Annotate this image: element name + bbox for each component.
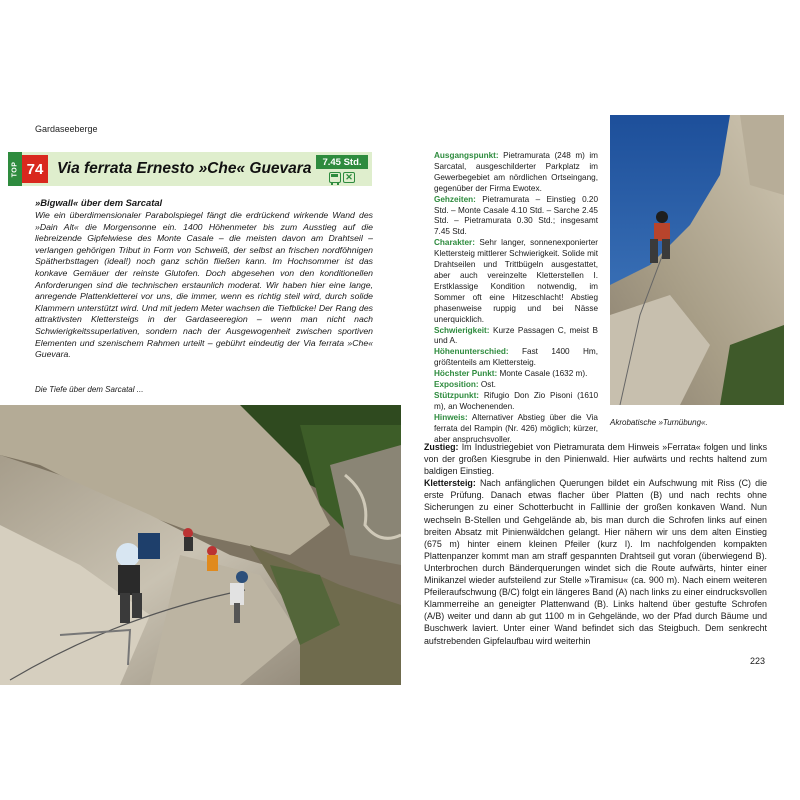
- top-label: TOP: [11, 161, 19, 177]
- bus-icon: [329, 172, 341, 183]
- photo-caption-2: Akrobatische »Turnübung«.: [610, 418, 708, 427]
- route-description: [424, 441, 767, 647]
- fact-row: Gehzeiten: Pietramurata – Einstieg 0.20 Std. – Monte Casale 4.10 Std. – Sarche 2.45 Std. – Pietramurata 0.30 Std.; insgesamt 7.45 Std.: [434, 194, 599, 237]
- fact-row: Hinweis: Alternativer Abstieg über die Via ferrata del Rampin (Nr. 426) möglich; kürzer, aber anspruchsvoller.: [434, 412, 598, 444]
- route-paragraph: Klettersteig: Nach anfänglichen Querungen bildet ein Aufschwung mit Riss (C) die erste Prüfung. Danach etwas flacher über Platten (B) und nach rechts ohne Sicherungen zu einer Schotterbucht in Falllinie der großen konkaven Wand. Nun wechseln B-Stellen und Gehgelände ab, bis man durch die Schrofen links auf einen breiten Absatz mit Pinienwäldchen gelangt. Hier nähern wir uns dem alten Einstieg (675 m) hinter einem kleinen Pfeiler (kurz I). Im nachfolgenden kompakten Plattenpanzer kommt man am straff gespannten Drahtseil gut voran (überwiegend B). Unterbrochen durch Bänderquerungen windet sich die Route aufwärts, hinter einer Minikanzel wieder aufsteilend zur Stelle »Tiramisu« (ca. 900 m). Nach einem weiteren Pfeileraufschwung (B/C) folgt ein längeres Band (A) nach links zu einer eindrucksvollen Klammerreihe an geneigter Plattenwand (B). Links haltend über gestufte Schrofen (A/B) weiter und dann ab gut 1100 m in Gehgelände, wo der Pfad durch Bäume und Buschwerk laviert. Unter einer Wand befindet sich das Steigbuch. Dem senkrecht aufstrebenden Gipfelaufbau wird weiterhin: [424, 478, 768, 646]
- fact-row: Exposition: Ost.: [434, 380, 496, 390]
- duration-badge: 7.45 Std.: [316, 155, 368, 169]
- fact-row: Höchster Punkt: Monte Casale (1632 m).: [434, 369, 588, 379]
- page-number: 223: [750, 656, 766, 666]
- tour-title: Via ferrata Ernesto »Che« Guevara: [57, 160, 312, 177]
- intro-text: Wie ein überdimensionaler Parabolspiegel fängt die erdrückend wirkende Wand des »Dain Alt« die Morgensonne ein. 1400 Höhenmeter bis zum Ausstieg auf die liebreizende Gipfelwiese des Monte Casale – die meisten davon am Drahtseil – verlangen gehörigen Tribut in Form von Schweiß, der selbst an frischen nordföhnigen Spätherbsttagen (ideal!) noch ganz schön fließen kann. Im Hochsommer ist das konkave Gemäuer der reinste Glutofen. Doch abgesehen von den konditionellen Anforderungen sind die technischen erstaunlich moderat. Wir haben hier eine lange, anregende Plattenkletterei vor uns, die immer, wenn es richtig steil wird, durch solide Klammern unterstützt wird. Und mit jedem Meter wachsen die Tiefblicke! Der Rang des attraktivsten Klettersteigs in der Gardaseeregion – wenn man nicht nach Schwierigkeitssuperlativen, sondern nach der Ausgewogenheit zwischen sportiven Elementen und szenischem Rahmen urteilt – gebührt eindeutig der Via ferrata »Che« Guevara.: [35, 210, 373, 360]
- top-badge: [8, 152, 22, 186]
- fact-row: Ausgangspunkt: Pietramurata (248 m) im Sarcatal, ausgeschilderter Parkplatz im Gewerbegebiet am nördlichen Ortseingang, gegenüber der Firma Ewotex.: [434, 151, 598, 193]
- tour-number-badge: 74: [22, 155, 48, 183]
- fact-row: Höhenunterschied: Fast 1400 Hm, größtenteils am Klettersteig.: [434, 347, 598, 368]
- fact-row: Schwierigkeit: Kurze Passagen C, meist B und A.: [434, 325, 598, 346]
- running-header: Gardaseeberge: [35, 124, 98, 134]
- route-paragraph: Zustieg: Im Industriegebiet von Pietramurata dem Hinweis »Ferrata« folgen und links von der großen Kiesgrube in den Pinienwald. Hier aufwärts und rechts haltend zum baldigen Einstieg.: [424, 442, 768, 477]
- fact-row: Stützpunkt: Rifugio Don Zio Pisoni (1610 m), an Wochenenden.: [434, 390, 599, 411]
- photo-caption-1: Die Tiefe über dem Sarcatal ...: [35, 385, 144, 394]
- tour-facts: [434, 151, 598, 445]
- climbing-photo-valley: [0, 405, 401, 685]
- intro-heading: »Bigwall« über dem Sarcatal: [35, 197, 163, 208]
- fact-row: Charakter: Sehr langer, sonnenexponierter Klettersteig mittlerer Schwierigkeit. Solide mit Drahtseilen und Trittbügeln ausgestattet, aber auch vereinzelte Kletterstellen I. Erstklassige Kondition notwendig, im Sommer oft eine Hitzeschlacht! Abstieg phasenweise ruppig und bei Nässe unerquicklich.: [434, 238, 599, 324]
- climbing-gear-icon: ✕: [343, 172, 355, 183]
- climbing-photo-wall: [610, 115, 784, 405]
